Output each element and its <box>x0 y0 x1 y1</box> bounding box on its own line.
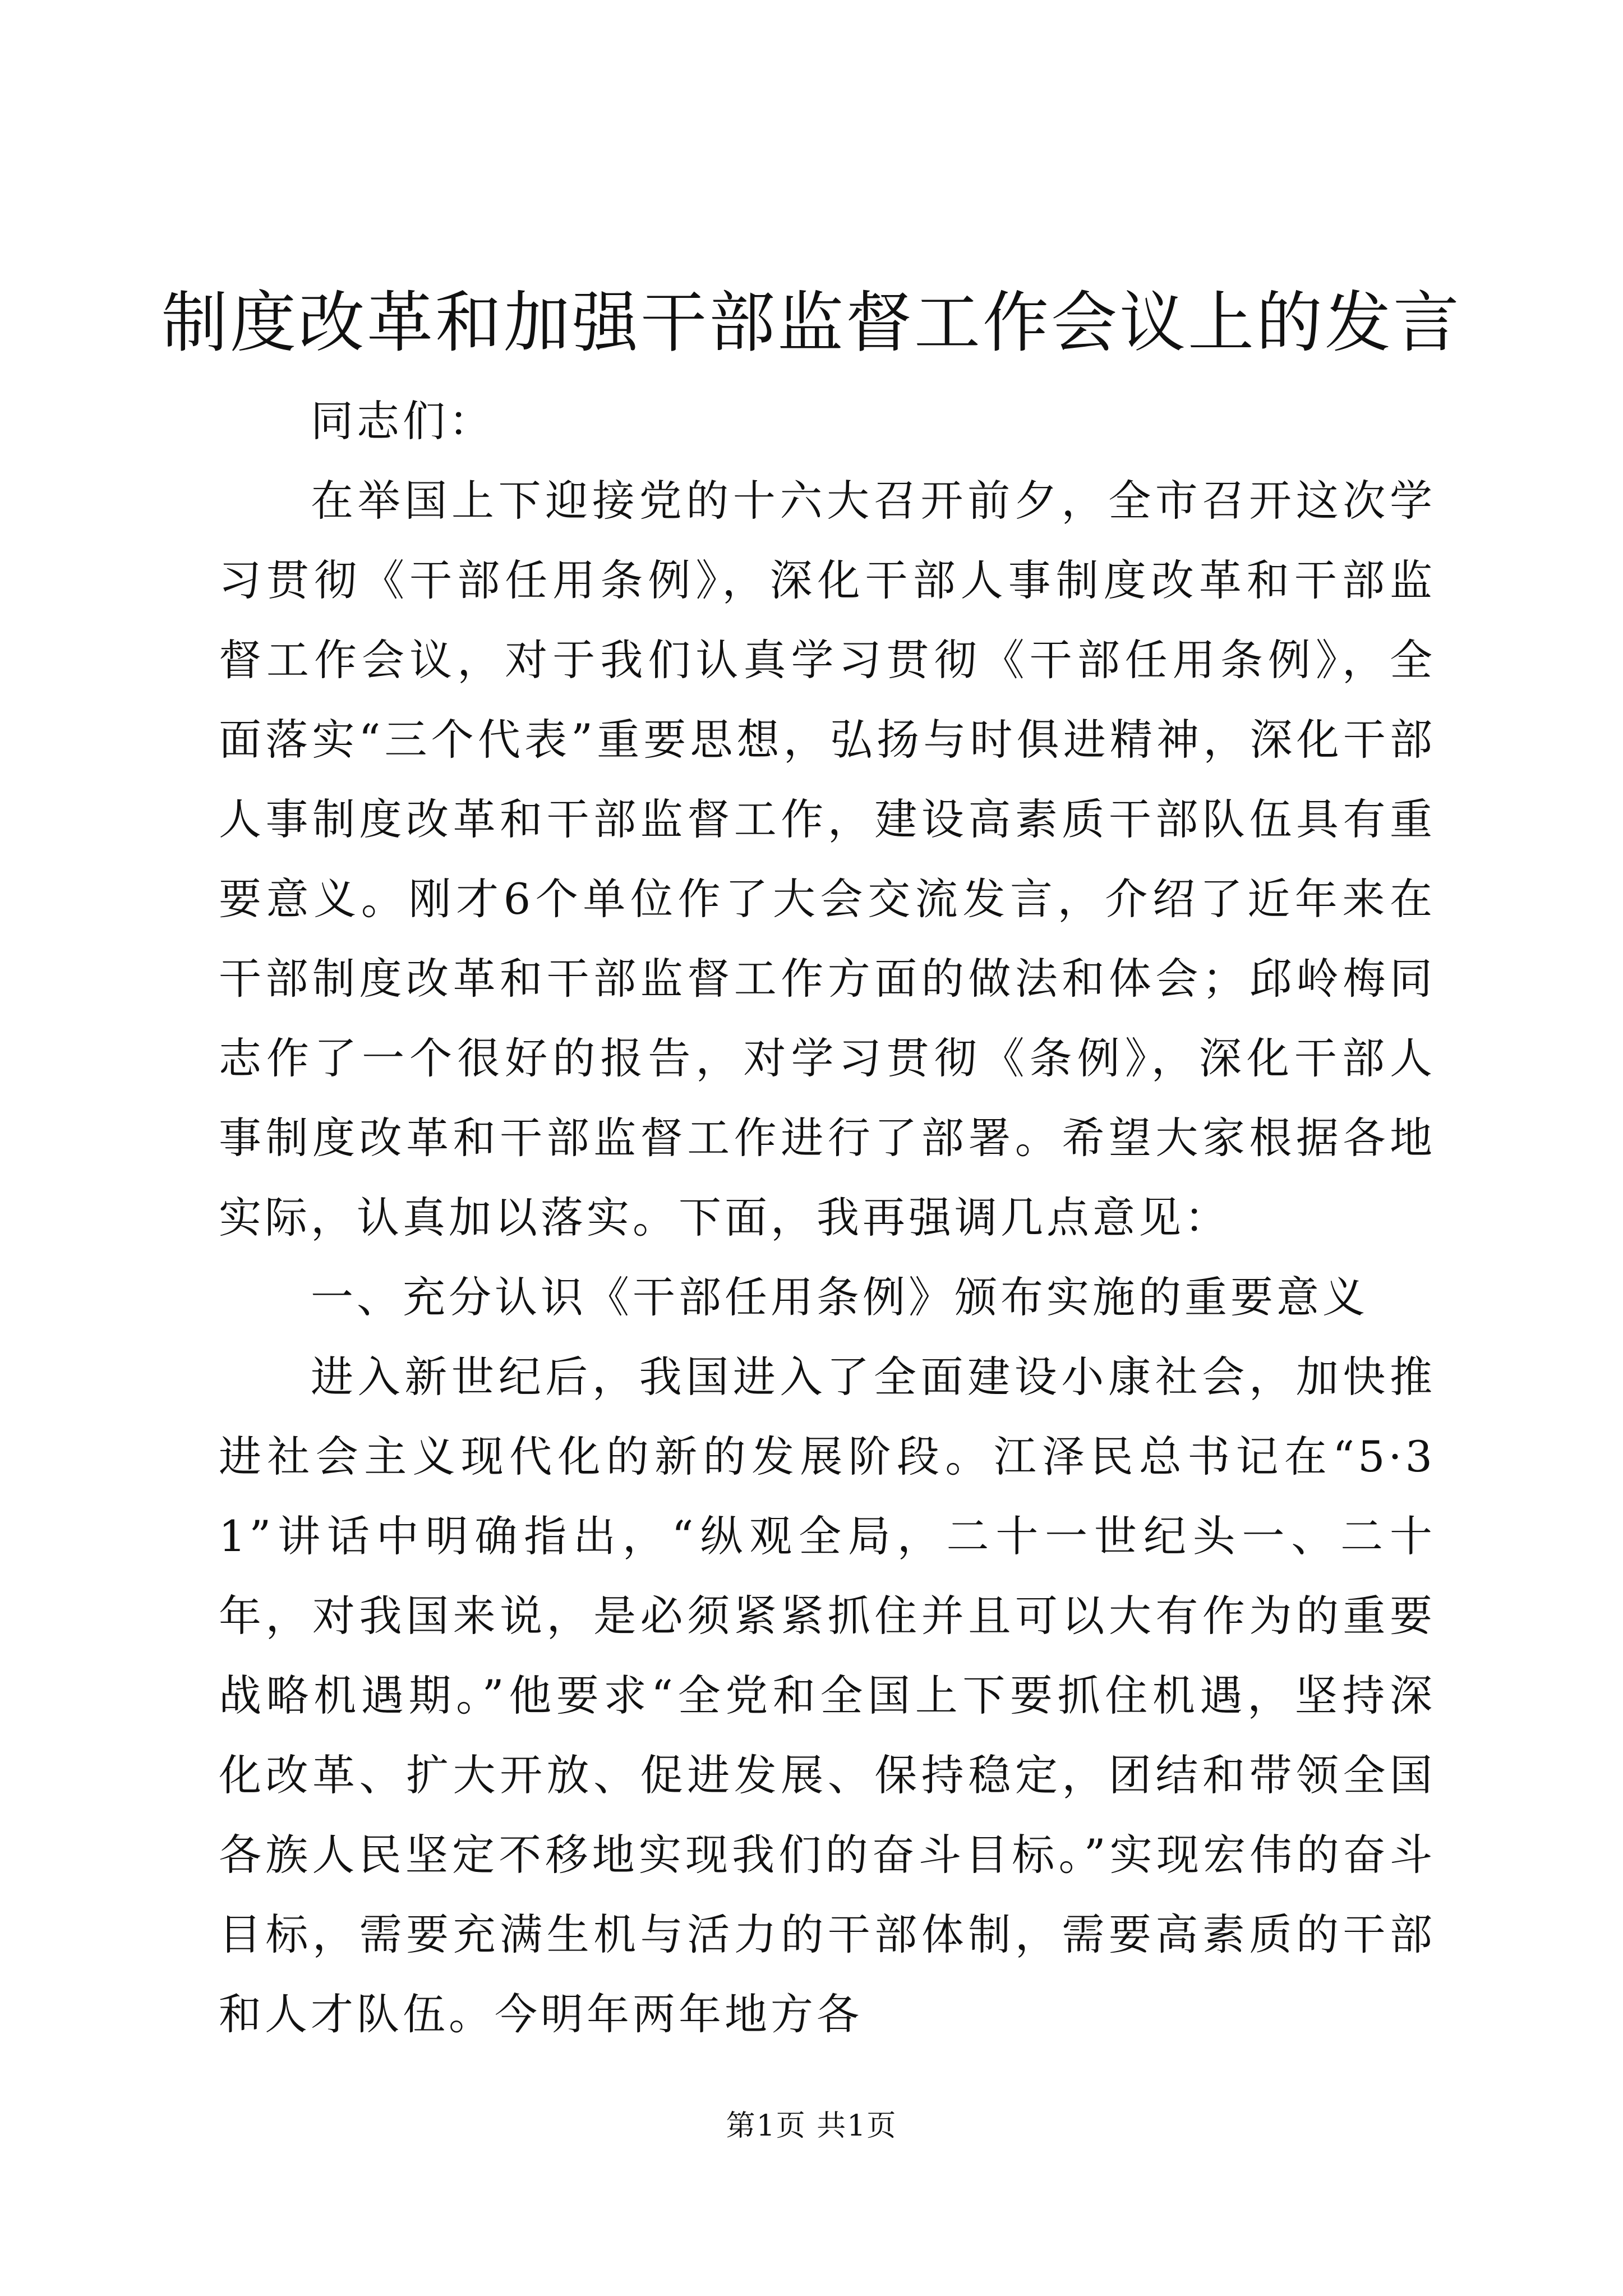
page-footer: 第1页 共1页 <box>726 2109 897 2143</box>
section-heading: 一、充分认识《干部任用条例》颁布实施的重要意义 <box>311 1272 1368 1322</box>
intro-paragraph: 在举国上下迎接党的十六大召开前夕，全市召开这次学习贯彻《干部任用条例》，深化干部人事制度改革和干部监督工作会议，对于我们认真学习贯彻《干部任用条例》，全面落实“三个代表”重要思想，弘扬与时俱进精神，深化干部人事制度改革和干部监督工作，建设高素质干部队伍具有重要意义。刚才6个单位作了大会交流发言，介绍了近年来在干部制度改革和干部监督工作方面的做法和体会；邱岭梅同志作了一个很好的报告，对学习贯彻《条例》，深化干部人事制度改革和干部监督工作进行了部署。希望大家根据各地实际，认真加以落实。下面，我再强调几点意见： <box>219 476 1436 1243</box>
salutation-paragraph: 同志们： <box>311 396 495 446</box>
document-body <box>219 381 1436 2054</box>
section-paragraph: 进入新世纪后，我国进入了全面建设小康社会，加快推进社会主义现代化的新的发展阶段。江泽民总书记在“5·31”讲话中明确指出，“纵观全局，二十一世纪头一、二十年，对我国来说，是必须紧紧抓住并且可以大有作为的重要战略机遇期。”他要求“全党和全国上下要抓住机遇，坚持深化改革、扩大开放、促进发展、保持稳定，团结和带领全国各族人民坚定不移地实现我们的奋斗目标。”实现宏伟的奋斗目标，需要充满生机与活力的干部体制，需要高素质的干部和人才队伍。今明年两年地方各 <box>219 1352 1436 2039</box>
document-title: 制度改革和加强干部监督工作会议上的发言 <box>161 284 1461 361</box>
